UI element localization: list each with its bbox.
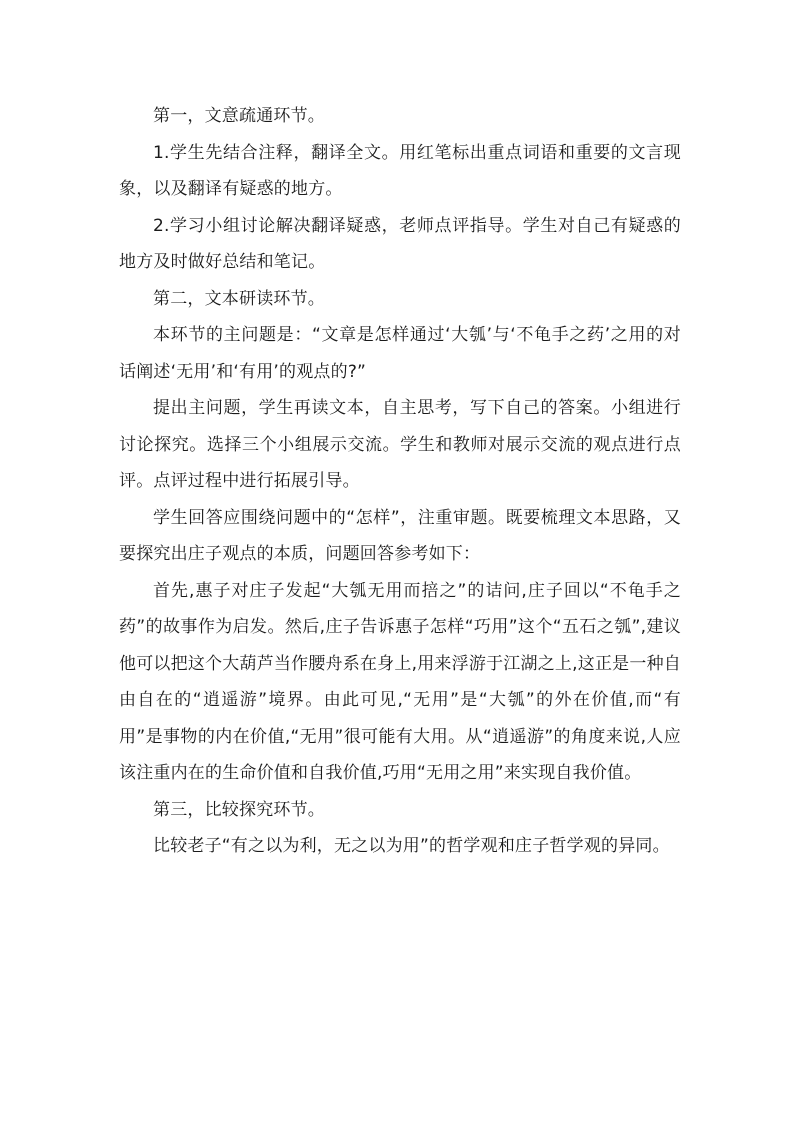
section-heading-2: 第二，文本研读环节。 [153, 288, 325, 309]
paragraph-main-question: 本环节的主问题是：“文章是怎样通过‘大瓠’与‘不龟手之药’之用的对话阐述‘无用’和‘有用’的观点的?” [119, 325, 681, 382]
paragraph-step-1: 1.学生先结合注释，翻译全文。用红笔标出重点词语和重要的文言现象，以及翻译有疑惑的地方。 [119, 142, 681, 199]
section-heading-1: 第一，文意疏通环节。 [153, 106, 325, 126]
paragraph-discussion: 提出主问题，学生再读文本，自主思考，写下自己的答案。小组进行讨论探究。选择三个小组展示交流。学生和教师对展示交流的观点进行点评。点评过程中进行拓展引导。 [119, 398, 681, 491]
paragraph-comparison: 比较老子“有之以为利，无之以为用”的哲学观和庄子哲学观的异同。 [153, 836, 670, 856]
paragraph-reference-answer: 首先,惠子对庄子发起“大瓠无用而掊之”的诘问,庄子回以“不龟手之药”的故事作为启发。然后,庄子告诉惠子怎样“巧用”这个“五石之瓠”,建议他可以把这个大葫芦当作腰舟系在身上,用来浮游于江湖之上,这正是一种自由自在的“逍遥游”境界。由此可见,“无用”是“大瓠”的外在价值,而“有用”是事物的内在价值,“无用”很可能有大用。从“逍遥游”的角度来说,人应该注重内在的生命价值和自我价值,巧用“无用之用”来实现自我价值。 [119, 580, 681, 783]
paragraph-answer-guidance: 学生回答应围绕问题中的“怎样”，注重审题。既要梳理文本思路，又要探究出庄子观点的本质，问题回答参考如下： [119, 507, 681, 564]
paragraph-step-2: 2.学习小组讨论解决翻译疑惑，老师点评指导。学生对自己有疑惑的地方及时做好总结和笔记。 [119, 215, 681, 272]
section-heading-3: 第三，比较探究环节。 [153, 799, 325, 820]
document-body [119, 98, 681, 865]
